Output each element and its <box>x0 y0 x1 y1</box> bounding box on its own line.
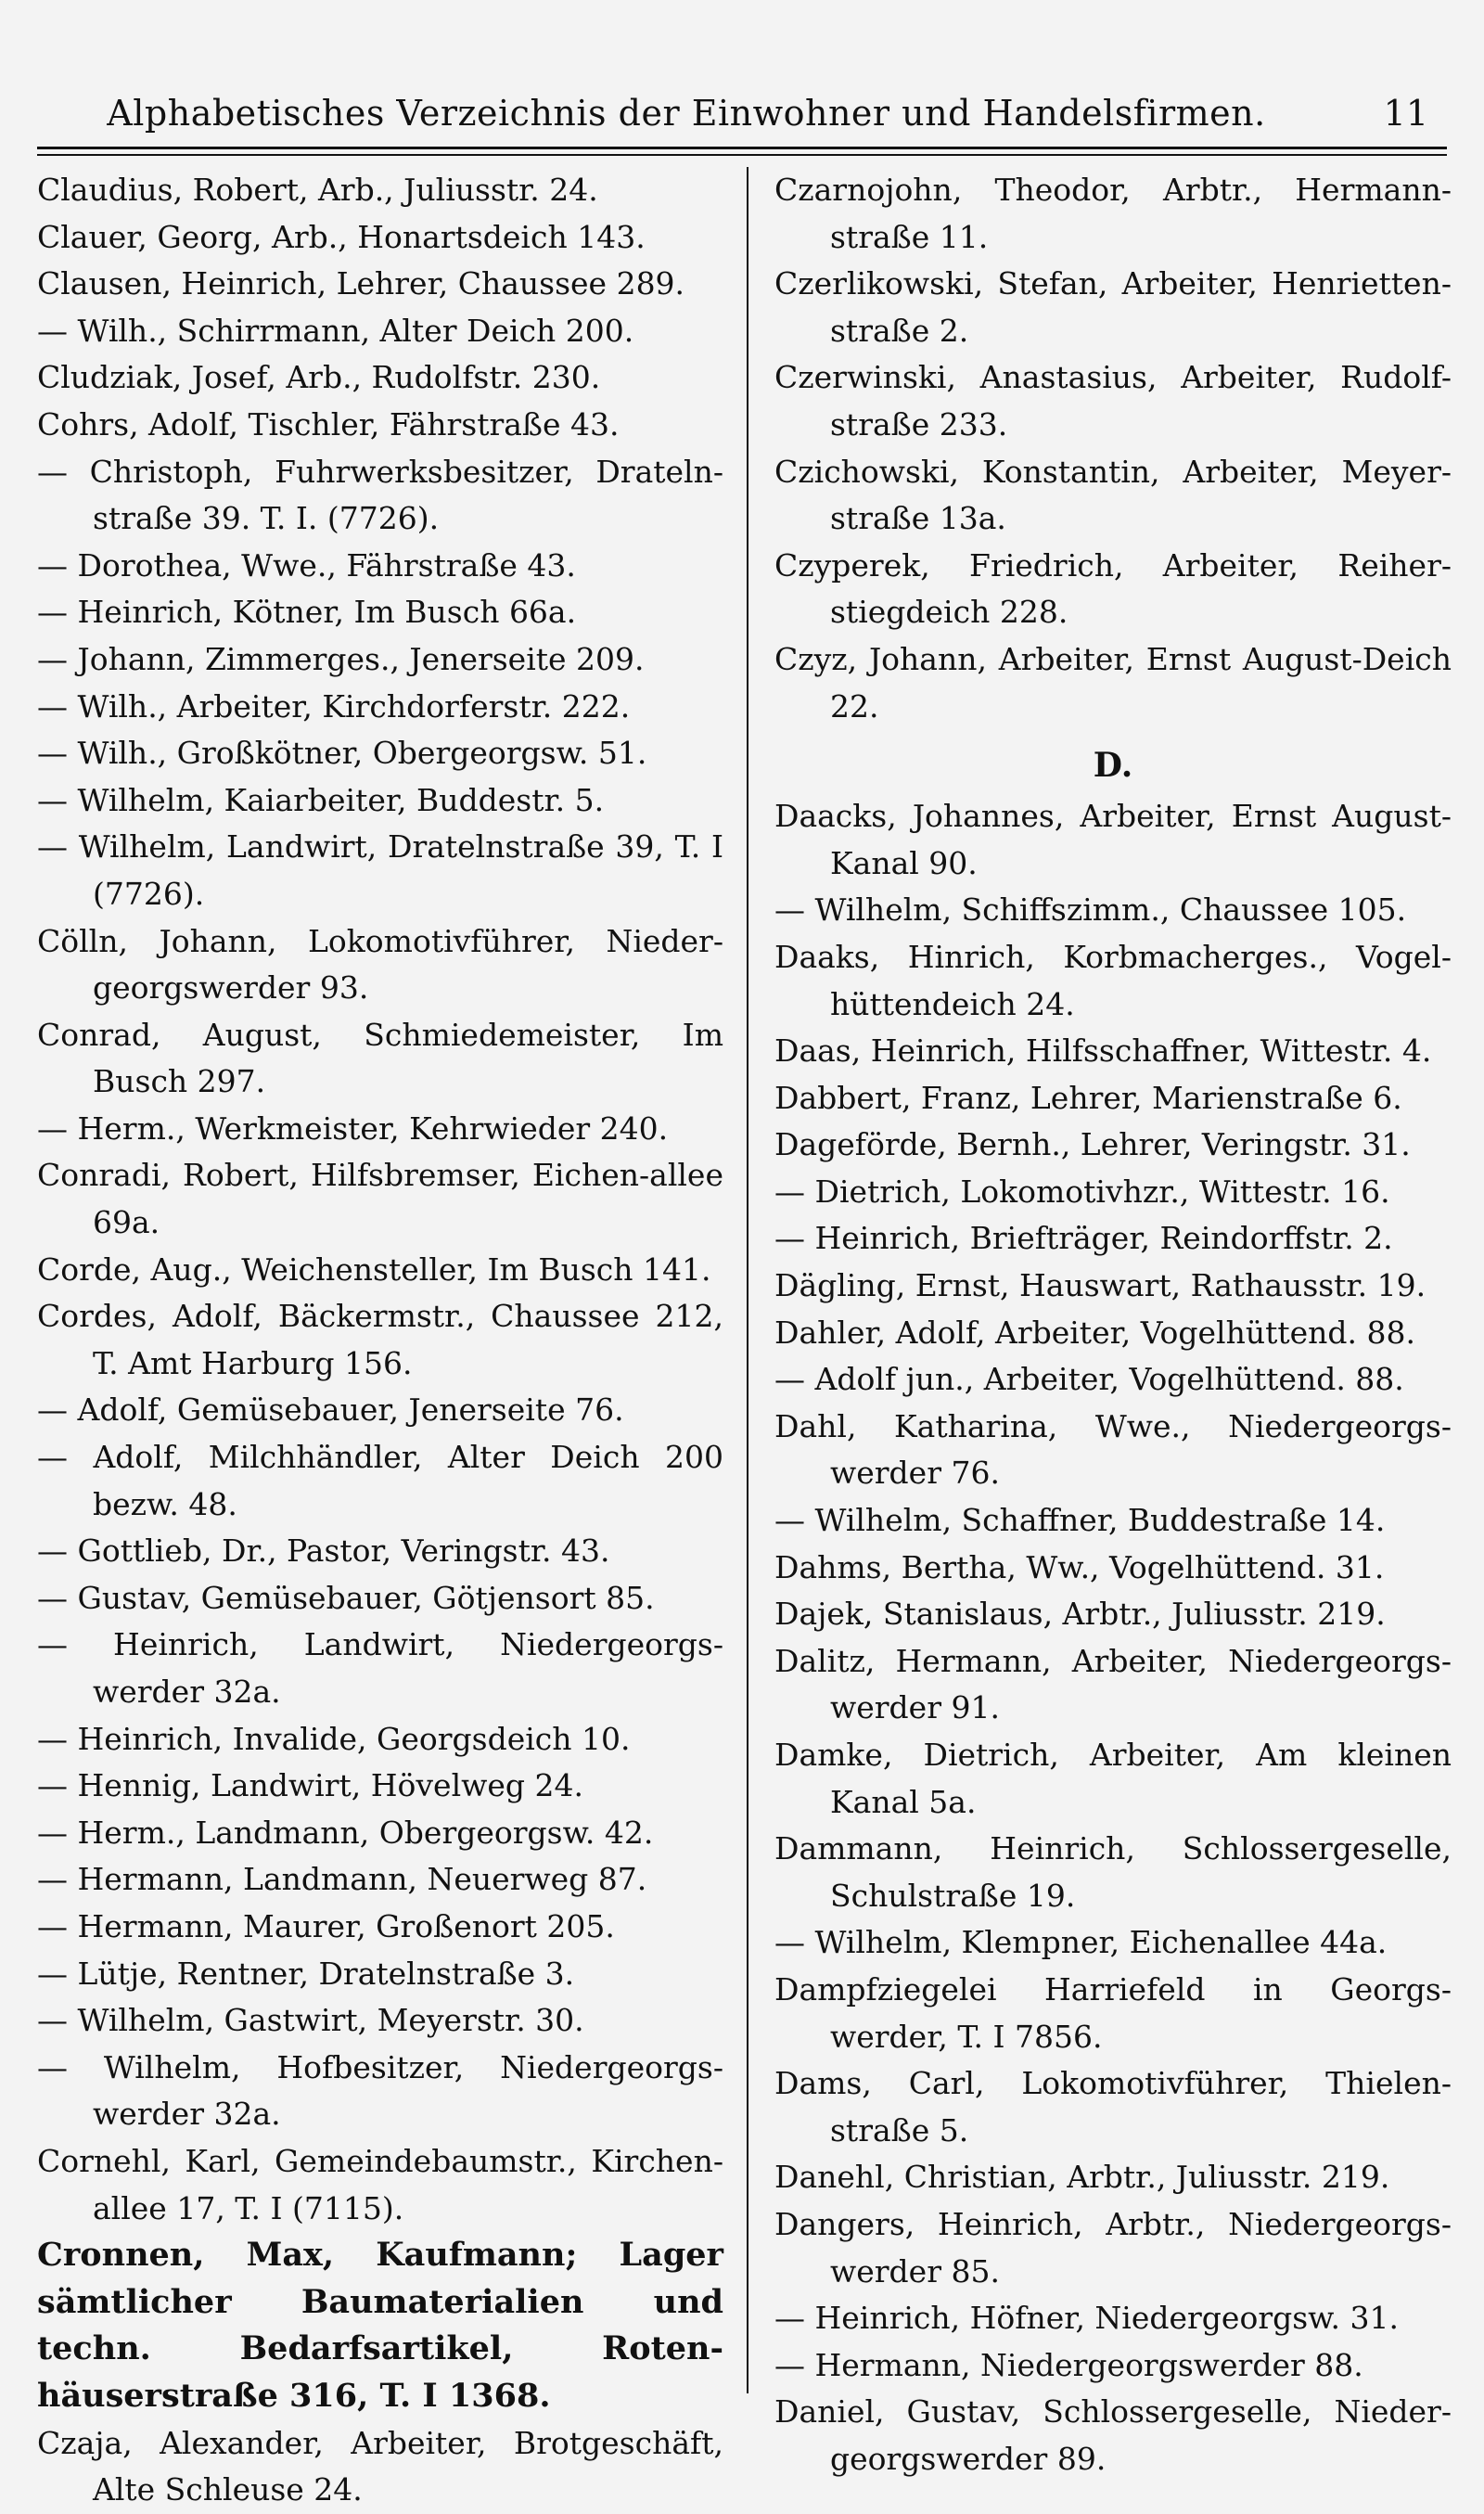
directory-entry: Conradi, Robert, Hilfsbremser, Eichen-allee 69a. <box>37 1157 723 1241</box>
directory-entry: Daniel, Gustav, Schlossergeselle, Nieder-georgswerder 89. <box>774 2393 1452 2477</box>
directory-entry: Dampfziegelei Harriefeld in Georgs-werder, T. I 7856. <box>774 1970 1452 2055</box>
directory-subentry: — Heinrich, Kötner, Im Busch 66a. <box>37 594 577 631</box>
header-rule-double <box>37 154 1447 156</box>
directory-entry: Conrad, August, Schmiedemeister, Im Busch 297. <box>37 1016 723 1100</box>
directory-entry: Czerwinski, Anastasius, Arbeiter, Rudolf-straße 233. <box>774 359 1452 443</box>
directory-subentry: — Wilhelm, Klempner, Eichenallee 44a. <box>774 1924 1388 1961</box>
directory-subentry: — Wilh., Schirrmann, Alter Deich 200. <box>37 312 634 349</box>
directory-subentry: — Dorothea, Wwe., Fährstraße 43. <box>37 546 576 584</box>
directory-subentry: — Wilhelm, Schaffner, Buddestraße 14. <box>774 1502 1386 1539</box>
directory-entry: Dangers, Heinrich, Arbtr., Niedergeorgs-werder 85. <box>774 2205 1452 2290</box>
directory-entry: Dams, Carl, Lokomotivführer, Thielen-straße 5. <box>774 2065 1452 2148</box>
directory-entry: Danehl, Christian, Arbtr., Juliusstr. 219. <box>774 2159 1390 2196</box>
directory-subentry: — Adolf, Gemüsebauer, Jenerseite 76. <box>37 1392 624 1429</box>
section-letter: D. <box>1093 746 1133 786</box>
header-rule <box>37 147 1447 149</box>
page-number: 11 <box>1383 93 1428 134</box>
directory-entry: Dahms, Bertha, Ww., Vogelhüttend. 31. <box>774 1548 1385 1585</box>
directory-entry: Dahl, Katharina, Wwe., Niedergeorgs-werder 76. <box>774 1407 1452 1492</box>
directory-entry: Dageförde, Bernh., Lehrer, Veringstr. 31. <box>774 1126 1411 1163</box>
directory-subentry: — Herm., Landmann, Obergeorgsw. 42. <box>37 1814 654 1851</box>
directory-entry: Czarnojohn, Theodor, Arbtr., Hermann-straße 11. <box>774 172 1452 255</box>
directory-entry: Cludziak, Josef, Arb., Rudolfstr. 230. <box>37 359 601 396</box>
directory-subentry: — Johann, Zimmerges., Jenerseite 209. <box>37 640 645 677</box>
directory-subentry: — Dietrich, Lokomotivhzr., Wittestr. 16. <box>774 1173 1390 1210</box>
directory-subentry: — Wilhelm, Gastwirt, Meyerstr. 30. <box>37 2002 584 2039</box>
directory-entry: Damke, Dietrich, Arbeiter, Am kleinen Kanal 5a. <box>774 1737 1452 1820</box>
directory-subentry: — Wilhelm, Schiffszimm., Chaussee 105. <box>774 891 1407 929</box>
directory-subentry: — Christoph, Fuhrwerksbesitzer, Drateln-straße 39. T. I. (7726). <box>37 453 723 537</box>
directory-subentry: — Adolf, Milchhändler, Alter Deich 200 bezw. 48. <box>37 1439 723 1522</box>
directory-entry: Cohrs, Adolf, Tischler, Fährstraße 43. <box>37 405 620 443</box>
directory-entry: Cornehl, Karl, Gemeindebaumstr., Kirchen-allee 17, T. I (7115). <box>37 2142 723 2226</box>
directory-entry: Daacks, Johannes, Arbeiter, Ernst August-Kanal 90. <box>774 798 1452 881</box>
directory-subentry: — Hermann, Maurer, Großenort 205. <box>37 1907 615 1944</box>
directory-entry: Czaja, Alexander, Arbeiter, Brotgeschäft, Alte Schleuse 24. <box>37 2424 723 2508</box>
directory-subentry: — Heinrich, Briefträger, Reindorffstr. 2. <box>774 1220 1393 1257</box>
directory-entry: Dahler, Adolf, Arbeiter, Vogelhüttend. 88. <box>774 1314 1416 1351</box>
directory-entry: Daaks, Hinrich, Korbmacherges., Vogel-hüttendeich 24. <box>774 938 1452 1022</box>
directory-entry: Dägling, Ernst, Hauswart, Rathausstr. 19. <box>774 1267 1426 1304</box>
directory-subentry: — Heinrich, Landwirt, Niedergeorgs-werder 32a. <box>37 1626 723 1710</box>
directory-subentry: — Wilh., Großkötner, Obergeorgsw. 51. <box>37 735 647 772</box>
directory-subentry: — Wilhelm, Landwirt, Dratelnstraße 39, T. I (7726). <box>37 828 723 912</box>
directory-entry: Daas, Heinrich, Hilfsschaffner, Wittestr. 4. <box>774 1033 1432 1070</box>
directory-subentry: — Wilhelm, Kaiarbeiter, Buddestr. 5. <box>37 781 605 818</box>
directory-subentry: — Heinrich, Höfner, Niedergeorgsw. 31. <box>774 2300 1399 2337</box>
directory-entry: Corde, Aug., Weichensteller, Im Busch 141. <box>37 1251 711 1288</box>
directory-subentry: — Herm., Werkmeister, Kehrwieder 240. <box>37 1109 669 1147</box>
directory-subentry: — Lütje, Rentner, Dratelnstraße 3. <box>37 1955 575 1992</box>
directory-entry: Cordes, Adolf, Bäckermstr., Chaussee 212, T. Amt Harburg 156. <box>37 1298 723 1381</box>
directory-entry: Cronnen, Max, Kaufmann; Lager sämtlicher Baumaterialien und techn. Bedarfsartikel, Roten-häuserstraße 316, T. I 1368. <box>37 2236 723 2415</box>
directory-subentry: — Hennig, Landwirt, Hövelweg 24. <box>37 1767 583 1804</box>
directory-entry: Clausen, Heinrich, Lehrer, Chaussee 289. <box>37 265 685 302</box>
directory-subentry: — Adolf jun., Arbeiter, Vogelhüttend. 88. <box>774 1361 1404 1398</box>
directory-subentry: — Heinrich, Invalide, Georgsdeich 10. <box>37 1720 631 1757</box>
directory-subentry: — Gottlieb, Dr., Pastor, Veringstr. 43. <box>37 1533 610 1570</box>
right-column <box>774 167 1452 2483</box>
left-column <box>37 167 723 2514</box>
directory-entry: Dalitz, Hermann, Arbeiter, Niedergeorgs-werder 91. <box>774 1642 1452 1726</box>
right-column-d-entries <box>774 793 1452 2482</box>
directory-subentry: — Wilh., Arbeiter, Kirchdorferstr. 222. <box>37 687 631 725</box>
directory-subentry: — Wilhelm, Hofbesitzer, Niedergeorgs-werder 32a. <box>37 2048 723 2133</box>
directory-entry: Czyperek, Friedrich, Arbeiter, Reiher-stiegdeich 228. <box>774 546 1452 631</box>
right-column-c-entries <box>774 167 1452 730</box>
directory-entry: Claudius, Robert, Arb., Juliusstr. 24. <box>37 172 598 208</box>
directory-entry: Czichowski, Konstantin, Arbeiter, Meyer-straße 13a. <box>774 453 1452 537</box>
header-title: Alphabetisches Verzeichnis der Einwohner und Handelsfirmen. <box>107 93 1266 134</box>
column-divider <box>747 167 748 2393</box>
directory-entry: Cölln, Johann, Lokomotivführer, Nieder-georgswerder 93. <box>37 922 723 1007</box>
directory-subentry: — Gustav, Gemüsebauer, Götjensort 85. <box>37 1579 655 1616</box>
directory-entry: Dajek, Stanislaus, Arbtr., Juliusstr. 219. <box>774 1596 1386 1633</box>
directory-entry: Czyz, Johann, Arbeiter, Ernst August-Deich 22. <box>774 640 1452 725</box>
directory-entry: Dammann, Heinrich, Schlossergeselle, Schulstraße 19. <box>774 1830 1452 1914</box>
directory-entry: Dabbert, Franz, Lehrer, Marienstraße 6. <box>774 1079 1402 1116</box>
directory-entry: Clauer, Georg, Arb., Honartsdeich 143. <box>37 218 646 255</box>
directory-entry: Czerlikowski, Stefan, Arbeiter, Henrietten-straße 2. <box>774 265 1452 349</box>
directory-subentry: — Hermann, Landmann, Neuerweg 87. <box>37 1861 647 1898</box>
directory-subentry: — Hermann, Niedergeorgswerder 88. <box>774 2346 1363 2383</box>
